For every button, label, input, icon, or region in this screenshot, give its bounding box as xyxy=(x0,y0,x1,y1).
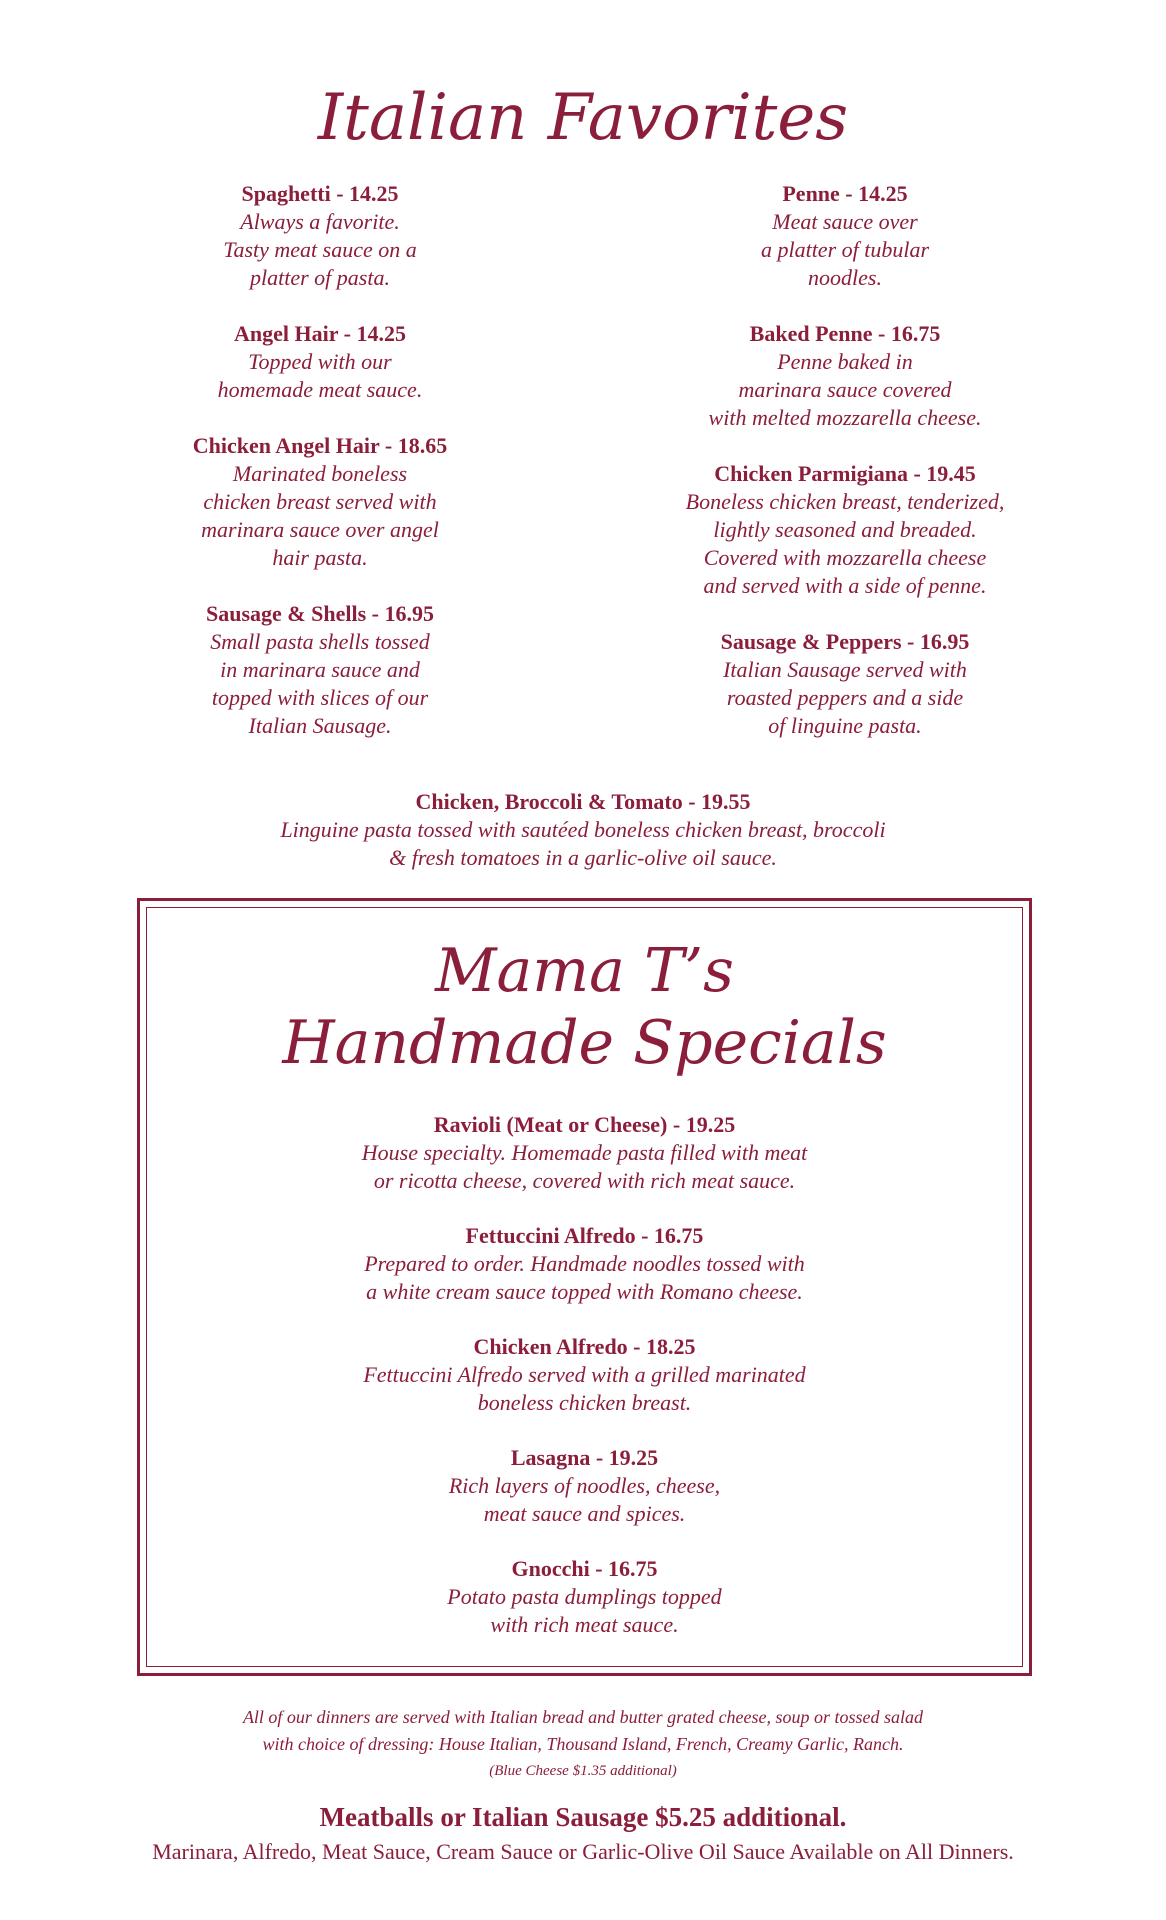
menu-item-description: Boneless chicken breast, tenderized, lightly seasoned and breaded. Covered with mozzarella cheese and served with a side of penne. xyxy=(685,489,1005,598)
specials-title-line1: Mama T’s xyxy=(435,936,734,1006)
menu-item-description: Topped with our homemade meat sauce. xyxy=(217,349,423,402)
menu-item xyxy=(60,432,580,572)
menu-item-description: Italian Sausage served with roasted peppers and a side of linguine pasta. xyxy=(723,657,967,738)
special-item xyxy=(140,1111,1029,1195)
page-title: Italian Favorites xyxy=(317,81,849,155)
menu-item-description: Linguine pasta tossed with sautéed boneless chicken breast, broccoli & fresh tomatoes in a garlic-olive oil sauce. xyxy=(280,817,886,870)
special-item-description: Potato pasta dumplings topped with rich meat sauce. xyxy=(447,1584,722,1637)
menu-item-description: Marinated boneless chicken breast served with marinara sauce over angel hair pasta. xyxy=(201,461,439,570)
menu-item-name: Baked Penne - 16.75 xyxy=(749,321,941,346)
dinner-note-line: All of our dinners are served with Italian bread and butter grated cheese, soup or tossed salad xyxy=(242,1707,924,1727)
menu-item-name: Chicken Angel Hair - 18.65 xyxy=(192,433,448,458)
menu-item-name: Sausage & Shells - 16.95 xyxy=(206,601,434,626)
menu-item-name: Chicken Parmigiana - 19.45 xyxy=(714,461,976,486)
menu-item-description: Meat sauce over a platter of tubular noodles. xyxy=(760,209,930,290)
special-item-description: House specialty. Homemade pasta filled with meat or ricotta cheese, covered with rich meat sauce. xyxy=(361,1140,808,1193)
special-item-name: Ravioli (Meat or Cheese) - 19.25 xyxy=(433,1112,736,1137)
right-menu-column xyxy=(585,180,1105,768)
menu-item xyxy=(585,320,1105,432)
specials-title-line2: Handmade Specials xyxy=(282,1008,887,1078)
sauces-note: Marinara, Alfredo, Meat Sauce, Cream Sauce or Garlic-Olive Oil Sauce Available on All Dinners. xyxy=(152,1839,1014,1864)
left-menu-column xyxy=(60,180,580,768)
menu-item xyxy=(60,320,580,404)
specials-list xyxy=(140,1111,1029,1666)
special-item-name: Chicken Alfredo - 18.25 xyxy=(473,1334,696,1359)
menu-item-name: Chicken, Broccoli & Tomato - 19.55 xyxy=(415,789,751,814)
special-item-name: Fettuccini Alfredo - 16.75 xyxy=(465,1223,704,1248)
special-item-description: Rich layers of noodles, cheese, meat sauce and spices. xyxy=(448,1473,721,1526)
menu-item-description: Small pasta shells tossed in marinara sauce and topped with slices of our Italian Sausage. xyxy=(210,629,430,738)
meatballs-note: Meatballs or Italian Sausage $5.25 additional. xyxy=(319,1802,847,1832)
menu-item-name: Penne - 14.25 xyxy=(782,181,908,206)
menu-item xyxy=(60,180,580,292)
menu-item xyxy=(585,628,1105,740)
menu-item-description: Penne baked in marinara sauce covered with melted mozzarella cheese. xyxy=(708,349,982,430)
dinner-note xyxy=(0,1704,1166,1785)
special-item-description: Fettuccini Alfredo served with a grilled marinated boneless chicken breast. xyxy=(363,1362,806,1415)
menu-item xyxy=(585,180,1105,292)
menu-item-name: Angel Hair - 14.25 xyxy=(234,321,406,346)
special-item-name: Lasagna - 19.25 xyxy=(510,1445,659,1470)
special-item xyxy=(140,1222,1029,1306)
special-item-description: Prepared to order. Handmade noodles tossed with a white cream sauce topped with Romano cheese. xyxy=(364,1251,805,1304)
menu-item xyxy=(60,600,580,740)
special-item xyxy=(140,1444,1029,1528)
menu-item-description: Always a favorite. Tasty meat sauce on a platter of pasta. xyxy=(223,209,417,290)
dinner-note-line: (Blue Cheese $1.35 additional) xyxy=(489,1763,677,1779)
dinner-note-line: with choice of dressing: House Italian, Thousand Island, French, Creamy Garlic, Ranch. xyxy=(262,1734,904,1754)
specials-box xyxy=(137,898,1032,1676)
special-item-name: Gnocchi - 16.75 xyxy=(511,1556,658,1581)
menu-item-name: Spaghetti - 14.25 xyxy=(241,181,399,206)
menu-item xyxy=(585,460,1105,600)
menu-item-name: Sausage & Peppers - 16.95 xyxy=(720,629,970,654)
wide-menu-item xyxy=(0,788,1166,872)
specials-title xyxy=(140,935,1029,1079)
special-item xyxy=(140,1333,1029,1417)
special-item xyxy=(140,1555,1029,1639)
